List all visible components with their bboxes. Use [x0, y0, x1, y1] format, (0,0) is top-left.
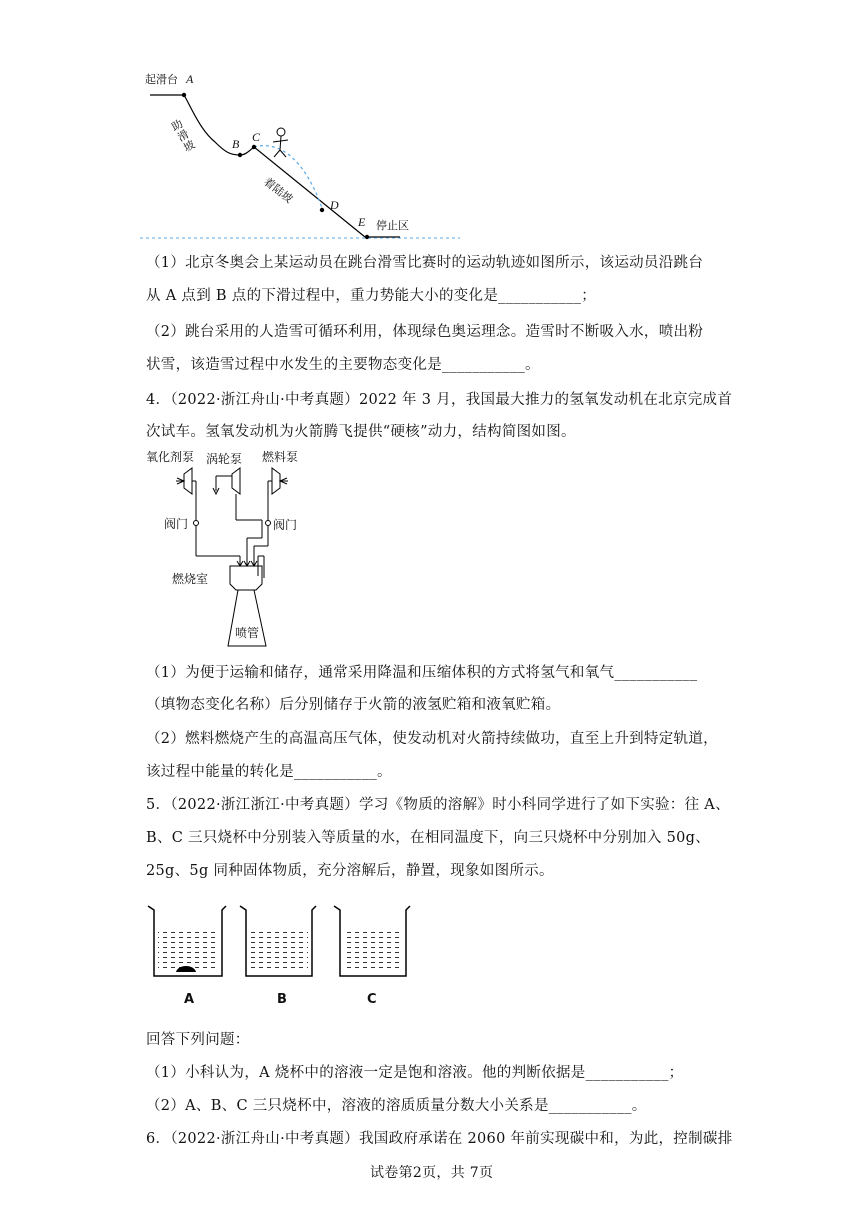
point-d-label: D [330, 198, 339, 212]
beaker-b-label: B [277, 992, 287, 1007]
engine-diagram [146, 446, 316, 656]
beaker-c-label: C [367, 992, 377, 1007]
point-a-label: A [186, 72, 194, 86]
q4-part1-line2: （填物态变化名称）后分别储存于火箭的液氢贮箱和液氧贮箱。 [146, 697, 561, 713]
q3-part2-line2: 状雪，该造雪过程中水发生的主要物态变化是___________。 [146, 357, 540, 373]
q5-stem-line3: 25g、5g 同种固体物质，充分溶解后，静置，现象如图所示。 [146, 863, 554, 879]
combustion-chamber-label: 燃烧室 [172, 572, 209, 586]
point-c-label: C [252, 130, 261, 144]
turbo-pump-label: 涡轮泵 [206, 452, 243, 466]
q5-part2: （2）A、B、C 三只烧杯中，溶液的溶质质量分数大小关系是___________。 [146, 1098, 647, 1114]
beakers-figure [146, 900, 416, 1010]
q4-part2-line1: （2）燃料燃烧产生的高温高压气体，使发动机对火箭持续做功，直至上升到特定轨道， [146, 731, 718, 747]
fuel-pump-label: 燃料泵 [262, 450, 299, 464]
valve-right-label: 阀门 [273, 518, 298, 532]
q5-stem-line1: 5．（2022·浙江浙江·中考真题）学习《物质的溶解》时小科同学进行了如下实验：往 A、 [146, 797, 730, 813]
q5-stem-line2: B、C 三只烧杯中分别装入等质量的水，在相同温度下，向三只烧杯中分别加入 50g、 [146, 830, 710, 846]
label-inrun-slope: 助滑坡 [169, 117, 198, 155]
page-footer: 试卷第2页，共 7页 [370, 1165, 494, 1181]
nozzle-label: 喷管 [235, 626, 260, 640]
q4-stem-line2: 次试车。氢氧发动机为火箭腾飞提供“硬核”动力，结构简图如图。 [146, 424, 576, 440]
q4-part1-line1: （1）为便于运输和储存，通常采用降温和压缩体积的方式将氢气和氧气___________ [146, 665, 698, 681]
label-start-platform: 起滑台 [145, 73, 178, 86]
point-b-label: B [232, 137, 240, 151]
engine-figure [146, 446, 316, 656]
valve-left-label: 阀门 [164, 517, 189, 531]
q4-stem-line1: 4．（2022·浙江舟山·中考真题）2022 年 3 月，我国最大推力的氢氧发动机在北京完成首 [146, 392, 733, 408]
q3-part1-line2: 从 A 点到 B 点的下滑过程中，重力势能大小的变化是___________； [146, 288, 597, 304]
oxidizer-pump-label: 氧化剂泵 [146, 450, 195, 464]
q3-part1-line1: （1）北京冬奥会上某运动员在跳台滑雪比赛时的运动轨迹如图所示，该运动员沿跳台 [146, 255, 704, 271]
beaker-a-label: A [184, 992, 195, 1007]
label-landing-slope: 着陆坡 [261, 175, 296, 206]
point-e-label: E [358, 215, 366, 229]
q6-stem-line1: 6．（2022·浙江舟山·中考真题）我国政府承诺在 2060 年前实现碳中和，为此，控制碳排 [146, 1131, 733, 1147]
q5-answer-intro: 回答下列问题： [146, 1032, 250, 1048]
ski-jump-figure [140, 60, 470, 245]
label-stop-zone: 停止区 [376, 219, 409, 232]
q5-part1: （1）小科认为，A 烧杯中的溶液一定是饱和溶液。他的判断依据是___________； [146, 1065, 684, 1081]
q4-part2-line2: 该过程中能量的转化是___________。 [146, 764, 392, 780]
q3-part2-line1: （2）跳台采用的人造雪可循环利用，体现绿色奥运理念。造雪时不断吸入水，喷出粉 [146, 324, 704, 340]
